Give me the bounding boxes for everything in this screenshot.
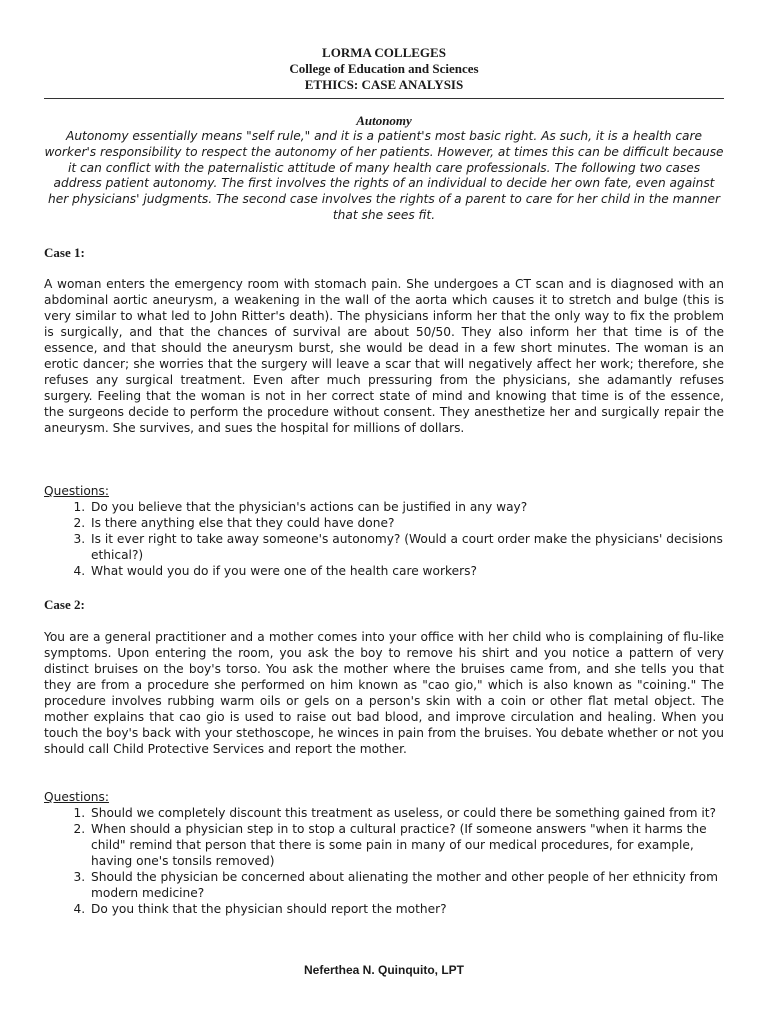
case1-question: 2. Is there anything else that they could have done?	[89, 515, 724, 531]
case2-text: You are a general practitioner and a mother comes into your office with her child who is complaining of flu-like symptoms. Upon entering the room, you ask the boy to remove his shirt and you notice a pattern of very distinct bruises on the boy's torso. You ask the mother where the bruises came from, and she tells you that they are from a procedure she performed on him known as "cao gio," which is also known as "coining." The procedure involves rubbing warm oils or gels on a person's skin with a coin or other flat metal object. The mother explains that cao gio is used to raise out bad blood, and improve circulation and healing. When you touch the boy's back with your stethoscope, he winces in pain from the bruises. You debate whether or not you should call Child Protective Services and report the mother.	[44, 630, 724, 756]
case1-question-list	[44, 499, 724, 579]
case2-questions	[44, 789, 724, 917]
intro-section	[44, 113, 724, 224]
case2-question: 2. When should a physician step in to stop a cultural practice? (If someone answers "when it harms the child" remind that person that there is some pain in many of our medical procedures, for example, having one's tonsils removed)	[89, 821, 724, 869]
case1-questions-label: Questions:	[44, 484, 109, 498]
document-title: ETHICS: CASE ANALYSIS	[304, 77, 464, 92]
intro-title: Autonomy	[356, 113, 412, 128]
case2-question: 1. Should we completely discount this treatment as useless, or could there be something gained from it?	[89, 805, 724, 821]
case1-question: 1. Do you believe that the physician's actions can be justified in any way?	[89, 499, 724, 515]
case2-question: 4. Do you think that the physician should report the mother?	[89, 901, 724, 917]
institution-name: LORMA COLLEGES	[322, 45, 446, 60]
case2-heading: Case 2:	[44, 597, 85, 612]
case2-question: 3. Should the physician be concerned about alienating the mother and other people of her ethnicity from modern medicine?	[89, 869, 724, 901]
case1-heading: Case 1:	[44, 245, 85, 260]
case1-question: 4. What would you do if you were one of the health care workers?	[89, 563, 724, 579]
case2-question-list	[44, 805, 724, 917]
college-name: College of Education and Sciences	[289, 61, 479, 76]
case1-question: 3. Is it ever right to take away someone's autonomy? (Would a court order make the physicians' decisions ethical?)	[89, 531, 724, 563]
document-header	[0, 45, 768, 93]
author-signature: Neferthea N. Quinquito, LPT	[303, 963, 464, 977]
header-divider	[44, 98, 724, 99]
case2-questions-label: Questions:	[44, 790, 109, 804]
intro-text: Autonomy essentially means "self rule," and it is a patient's most basic right. As such, it is a health care worker's responsibility to respect the autonomy of her patients. However, at times this can be difficult because it can conflict with the paternalistic attitude of many health care professionals. The following two cases address patient autonomy. The first involves the rights of an individual to decide her own fate, even against her physicians' judgments. The second case involves the rights of a parent to care for her child in the manner that she sees fit.	[44, 129, 724, 222]
case1-text: A woman enters the emergency room with stomach pain. She undergoes a CT scan and is diagnosed with an abdominal aortic aneurysm, a weakening in the wall of the aorta which causes it to stretch and bulge (this is very similar to what led to John Ritter's death). The physicians inform her that the only way to fix the problem is surgically, and that the chances of survival are about 50/50. They also inform her that time is of the essence, and that should the aneurysm burst, she would be dead in a few short minutes. The woman is an erotic dancer; she worries that the surgery will leave a scar that will negatively affect her work; therefore, she refuses any surgical treatment. Even after much pressuring from the physicians, she adamantly refuses surgery. Feeling that the woman is not in her correct state of mind and knowing that time is of the essence, the surgeons decide to perform the procedure without consent. They anesthetize her and surgically repair the aneurysm. She survives, and sues the hospital for millions of dollars.	[44, 277, 724, 435]
case1-questions	[44, 483, 724, 579]
